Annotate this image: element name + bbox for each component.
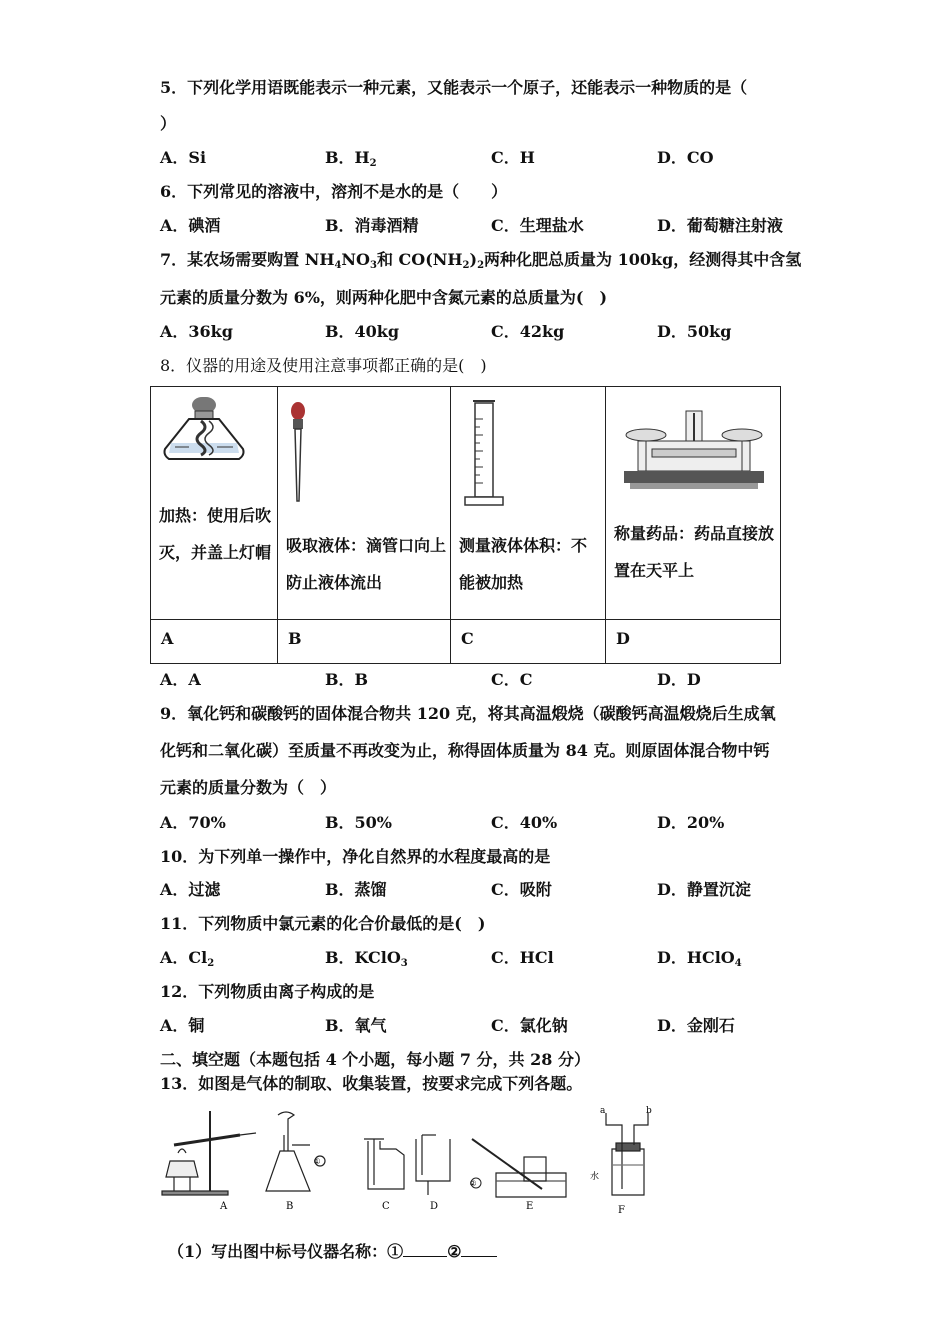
q9-option-b: B．50% (325, 813, 392, 832)
q11-option-c: C．HCl (491, 948, 554, 967)
label-c: C (382, 1201, 390, 1212)
section-title: 二、填空题（本题包括 4 个小题，每小题 7 分，共 28 分） (160, 1050, 590, 1069)
q12-option-d: D．金刚石 (657, 1016, 735, 1035)
q10-stem: 10．为下列单一操作中，净化自然界的水程度最高的是 (160, 847, 551, 866)
marker-2: ② (469, 1179, 477, 1188)
q7-stem-line2: 元素的质量分数为 6%，则两种化肥中含氮元素的总质量为( ) (160, 288, 608, 307)
q9-stem-line3: 元素的质量分数为（ ） (160, 778, 337, 797)
instrument-table (150, 386, 781, 664)
caption-d: 称量药品：药品直接放置在天平上 (614, 524, 775, 580)
q12-option-a: A．铜 (160, 1016, 205, 1035)
label-b: B (286, 1201, 294, 1212)
balance-icon (624, 407, 764, 503)
label-c: C (461, 629, 474, 648)
apparatus-e (472, 1139, 566, 1197)
caption-a: 加热：使用后吹灭，并盖上灯帽 (159, 506, 272, 562)
cell-alcohol-lamp (151, 387, 278, 620)
q10-option-b: B．蒸馏 (325, 880, 387, 899)
label-a: A (161, 629, 174, 648)
port-b: b (646, 1106, 652, 1116)
q10-option-c: C．吸附 (491, 880, 552, 899)
label-d: D (430, 1201, 439, 1212)
q11-option-b: B．KClO$_3$ (325, 948, 408, 969)
q9-stem-line2: 化钙和二氧化碳）至质量不再改变为止，称得固体质量为 84 克。则原固体混合物中钙 (160, 741, 770, 760)
q12-option-b: B．氧气 (325, 1016, 387, 1035)
label-e: E (526, 1201, 534, 1212)
q10-option-a: A．过滤 (160, 880, 221, 899)
gas-apparatus-figure (160, 1105, 660, 1217)
graduated-cylinder-icon (459, 399, 519, 511)
q5-option-d: D．CO (657, 148, 714, 167)
q7-option-c: C．42kg (491, 322, 565, 341)
q11-stem: 11．下列物质中氯元素的化合价最低的是( ) (160, 914, 486, 933)
cell-dropper (278, 387, 451, 620)
marker-1: ① (313, 1157, 321, 1166)
port-a: a (600, 1106, 606, 1116)
q8-option-d: D．D (657, 670, 701, 689)
alcohol-lamp-icon (159, 393, 249, 483)
label-d: D (616, 629, 630, 648)
q8-stem: 8．仪器的用途及使用注意事项都正确的是( ) (160, 356, 487, 375)
caption-b: 吸取液体：滴管口向上防止液体流出 (286, 536, 447, 592)
q7-option-b: B．40kg (325, 322, 400, 341)
q5-stem-end: ） (160, 114, 177, 133)
q6-stem: 6．下列常见的溶液中，溶剂不是水的是（ ） (160, 182, 508, 201)
q7-option-a: A．36kg (160, 322, 233, 341)
q10-option-d: D．静置沉淀 (657, 880, 751, 899)
label-f: F (618, 1205, 625, 1216)
apparatus-a (162, 1111, 256, 1195)
apparatus-b (266, 1112, 325, 1191)
q12-stem: 12．下列物质由离子构成的是 (160, 982, 375, 1001)
q7-stem: 7．某农场需要购置 $NH_4NO_3$和 $CO(NH_2)_2$两种化肥总质量为 100kg，经测得其中含氢 (160, 250, 802, 271)
q6-option-b: B．消毒酒精 (325, 216, 419, 235)
cell-balance (606, 387, 781, 620)
dropper-icon (286, 401, 316, 511)
q5-option-c: C．H (491, 148, 535, 167)
q7-option-d: D．50kg (657, 322, 732, 341)
label-a: A (220, 1201, 228, 1212)
q8-option-a: A．A (160, 670, 201, 689)
apparatus-c (364, 1139, 404, 1189)
q6-option-d: D．葡萄糖注射液 (657, 216, 783, 235)
q13-sub1: （1）写出图中标号仪器名称：① ② (168, 1242, 497, 1262)
q5-option-a: A．Si (160, 148, 207, 167)
q12-option-c: C．氯化钠 (491, 1016, 568, 1035)
apparatus-f (606, 1113, 648, 1195)
q9-option-d: D．20% (657, 813, 725, 832)
q11-option-d: D．HClO$_4$ (657, 948, 742, 969)
q9-stem-line1: 9．氧化钙和碳酸钙的固体混合物共 120 克，将其高温煅烧（碳酸钙高温煅烧后生成氧 (160, 704, 776, 723)
q8-option-b: B．B (325, 670, 369, 689)
water-label: 水 (590, 1172, 600, 1182)
q5-option-b: B．$H_2$ (325, 148, 377, 169)
apparatus-d (416, 1135, 450, 1195)
q11-option-a: A．$Cl_2$ (160, 948, 215, 969)
q9-option-a: A．70% (160, 813, 226, 832)
answer-blank-1[interactable] (403, 1242, 447, 1257)
q9-option-c: C．40% (491, 813, 558, 832)
cell-graduated-cylinder (451, 387, 606, 620)
answer-blank-2[interactable] (461, 1242, 497, 1257)
q5-stem: 5．下列化学用语既能表示一种元素，又能表示一个原子，还能表示一种物质的是（ (160, 78, 748, 97)
q13-stem: 13．如图是气体的制取、收集装置，按要求完成下列各题。 (160, 1074, 583, 1093)
q6-option-c: C．生理盐水 (491, 216, 584, 235)
q8-option-c: C．C (491, 670, 533, 689)
label-b: B (288, 629, 302, 648)
caption-c: 测量液体体积：不能被加热 (459, 536, 588, 592)
q6-option-a: A．碘酒 (160, 216, 221, 235)
